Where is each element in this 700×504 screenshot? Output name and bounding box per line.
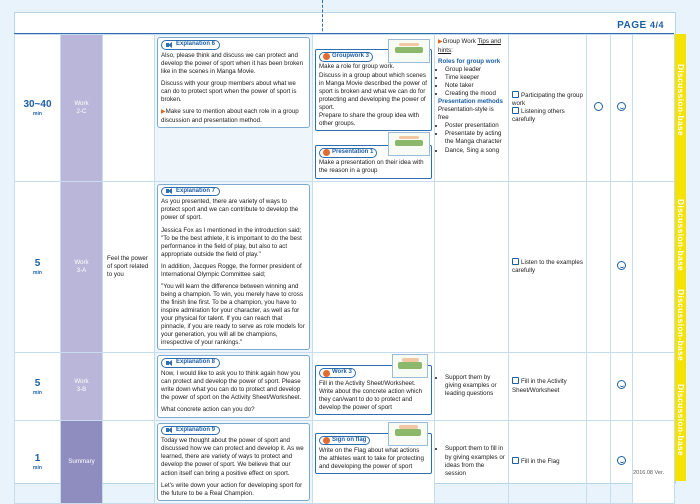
groupwork-header	[319, 52, 373, 62]
explanation-note-text: Make sure to mention about each role in a group discussion and presentation method.	[161, 108, 299, 124]
aim-cell: Feel the power of sport related to you	[103, 181, 155, 353]
group-icon	[323, 53, 330, 60]
side-label-4: Discussion-base	[676, 383, 686, 457]
list-item: • Creating the mood	[445, 90, 505, 98]
eval-text: Listen to the examples carefully	[512, 258, 583, 275]
list-item: • Note taker	[445, 82, 505, 90]
version-label: 2016.08 Ver.	[633, 470, 664, 476]
mark-cell	[611, 353, 633, 420]
list-item: • Dance, Sing a song	[445, 147, 505, 155]
aim-cell	[103, 35, 155, 182]
stage-label: Work 3-B	[74, 378, 89, 394]
explanation-title: Explanation 6	[176, 41, 216, 47]
aim-cell	[103, 420, 155, 503]
evaluation-cell	[509, 181, 587, 353]
mark-cell	[587, 420, 611, 503]
support-cell	[435, 420, 509, 503]
mark-cell	[611, 181, 633, 353]
eval-item	[512, 259, 583, 275]
support-cell	[435, 353, 509, 420]
explanation-text: "You will learn the difference between winning and being a champion. To win, you merely have to cross the finish line first. To be a champion, you have to inspire admiration for your character, as well as for your physical for talent. If you can reach that pinnacle, if you are ready to serve as role models for your generation, you will all be champions, irrespective of your rankings."	[161, 282, 305, 347]
work-title: Work 3	[332, 369, 352, 376]
time-cell	[15, 35, 61, 182]
explanation-text: Let's write down your action for developing sport for the future to be a Real Champion.	[161, 481, 303, 497]
time-cell	[15, 420, 61, 503]
side-label-2: Discussion-base	[676, 198, 686, 272]
eval-item	[512, 378, 583, 394]
flag-illustration-icon	[388, 422, 428, 446]
time-unit: min	[33, 111, 42, 118]
check-icon	[512, 91, 519, 98]
explanation-text: What concrete action can you do?	[161, 406, 255, 414]
table-row	[15, 35, 675, 182]
page-label-text: PAGE	[617, 20, 647, 31]
stage-cell	[61, 35, 103, 182]
eval-text: Listening others carefully	[512, 107, 565, 123]
empty-cell	[633, 35, 675, 182]
student-cell	[313, 353, 435, 420]
eval-item	[512, 92, 583, 108]
list-item: • Support them to fill in by giving examples or ideas from the session	[445, 445, 505, 477]
student-cell	[313, 35, 435, 182]
explanation-text: As you presented, there are variety of ways to protect sport and we can contribute to develop the power of sport.	[161, 198, 299, 222]
person-icon	[323, 149, 330, 156]
teacher-cell	[155, 181, 313, 353]
explanation-header	[161, 358, 220, 368]
circle-icon	[594, 102, 603, 111]
roles-list	[438, 66, 505, 98]
work-box	[315, 365, 432, 415]
aim-cell	[103, 353, 155, 420]
stage-cell	[61, 181, 103, 353]
page-den: 4	[658, 20, 664, 30]
roles-heading: Roles for group work	[438, 57, 501, 65]
writing-illustration-icon	[392, 354, 428, 378]
teacher-cell	[155, 353, 313, 420]
list-item: • Poster presentation	[445, 122, 505, 130]
tips-link[interactable]: Tips and hints	[438, 38, 501, 54]
eval-item	[512, 458, 583, 466]
lesson-plan-table	[14, 34, 675, 504]
student-cell	[313, 181, 435, 353]
check-icon	[512, 107, 519, 114]
time-cell	[15, 181, 61, 353]
table-row	[15, 181, 675, 353]
evaluation-cell	[509, 420, 587, 503]
eval-text: Fill in the Activity Sheet/Worksheet	[512, 378, 567, 394]
group-illustration-icon	[388, 39, 430, 63]
check-icon	[512, 457, 519, 464]
student-cell	[313, 420, 435, 503]
speaker-icon	[166, 42, 173, 48]
teacher-cell	[155, 35, 313, 182]
speaker-icon	[166, 360, 173, 366]
speaker-icon	[166, 188, 173, 194]
empty-cell	[633, 181, 675, 353]
mark-cell	[611, 420, 633, 503]
eval-text: Participating the group work	[512, 91, 583, 107]
presentation-text: Make a presentation on their idea with the reason in a group	[319, 159, 424, 175]
explanation-text: Also, please think and discuss we can protect and develop the power of sport when it has been broken like in the scenes in Manga Movie.	[161, 51, 304, 75]
page-number: PAGE 4/4	[617, 20, 664, 31]
triangle-icon: ▶	[161, 109, 166, 116]
time-unit: min	[33, 464, 42, 471]
methods-list	[438, 122, 505, 154]
methods-heading: Presentation methods	[438, 98, 503, 106]
explanation-text: Today we thought about the power of sport and discussed how we can protect and develop it. As we learned, there are variety of ways to protect and develop the power of sport. We believe that our action itself can bring a positive effect on sport.	[161, 437, 304, 477]
check-icon	[512, 377, 519, 384]
presentation-title: Presentation 1	[332, 148, 374, 155]
explanation-text: Now, I would like to ask you to think again how you can protect and develop the power of sport. Please write down what you can do to protect and develop the power of sport on the Activity Sheet/Worksheet.	[161, 370, 302, 402]
side-label-3: Discussion-base	[676, 288, 686, 362]
triangle-icon: ▶	[438, 39, 443, 45]
mark-cell	[611, 35, 633, 182]
support-cell	[435, 181, 509, 353]
person-icon	[323, 370, 330, 377]
time-value: 5	[34, 377, 41, 389]
support-list	[438, 445, 505, 477]
table-row	[15, 353, 675, 420]
stage-label: Work 3-A	[74, 258, 89, 274]
smile-icon	[617, 261, 626, 270]
explanation-title: Explanation 9	[176, 426, 216, 433]
time-value: 5	[34, 258, 41, 270]
explanation-note	[161, 108, 306, 125]
stage-label: Summary	[68, 457, 95, 465]
time-unit: min	[33, 270, 42, 277]
smile-icon	[617, 380, 626, 389]
presentation-illustration-icon	[388, 132, 430, 156]
explanation-text: In addition, Jacques Rogge, the former president of International Olympic Committee said;	[161, 262, 302, 278]
mark-cell	[587, 35, 611, 182]
speaker-icon	[166, 427, 173, 433]
time-unit: min	[33, 389, 42, 396]
groupwork-box	[315, 49, 432, 131]
stage-label: Work 2-C	[74, 99, 89, 115]
explanation-box	[157, 184, 310, 351]
evaluation-cell	[509, 353, 587, 420]
sign-flag-text: Write on the Flag about what actions the athletes want to take for protecting and developing the power of sport	[319, 446, 424, 471]
time-value: 1	[34, 452, 41, 464]
work-header	[319, 368, 356, 378]
empty-cell	[633, 353, 675, 420]
explanation-title: Explanation 7	[176, 187, 216, 194]
explanation-text: Discuss with your group members about what we can do to protect sport when the power of sport is broken.	[161, 79, 297, 104]
groupwork-text: Make a role for group work. Discuss in a group about which scenes in Manga Movie described the power of sport is broken and what we can do for protecting and developing the power of sport. Prepare to share the group idea with other groups.	[319, 63, 427, 127]
explanation-header	[161, 40, 220, 50]
support-cell	[435, 35, 509, 182]
explanation-header	[161, 187, 220, 197]
table-row	[15, 420, 675, 503]
time-cell	[15, 353, 61, 420]
teacher-cell	[155, 420, 313, 503]
eval-item	[512, 108, 583, 124]
empty-cell	[633, 420, 675, 503]
list-item: • Presentate by acting the Manga character	[445, 130, 505, 146]
smile-icon	[617, 102, 626, 111]
explanation-text: Jessica Fox as I mentioned in the introduction said; "To be the best athlete, it is important to do the best performance in the field of play, but also to act appropriate outside the field of play."	[161, 226, 302, 258]
sign-flag-box	[315, 433, 432, 475]
list-item: • Time keeper	[445, 74, 505, 82]
support-intro: ▶Group Work Tips and hints:	[438, 38, 501, 54]
explanation-box	[157, 423, 310, 501]
work-text: Fill in the Activity Sheet/Worksheet. Write about the concrete action which they can/want to do to protect and develop the power of sport	[319, 379, 423, 412]
list-item: • Group leader	[445, 66, 505, 74]
sign-flag-title: Sign on flag	[332, 436, 367, 443]
page-num: 4	[649, 20, 656, 30]
sign-flag-header	[319, 436, 370, 446]
list-item: • Support them by giving examples or leading questions	[445, 374, 505, 398]
presentation-header	[319, 148, 377, 158]
dashed-pointer	[322, 0, 323, 36]
time-value: 30~40	[23, 99, 52, 111]
explanation-title: Explanation 8	[176, 359, 216, 366]
stage-cell	[61, 353, 103, 420]
mark-cell	[587, 353, 611, 420]
groupwork-title: Groupwork 3	[332, 53, 370, 59]
explanation-header	[161, 426, 220, 436]
stage-cell	[61, 420, 103, 503]
explanation-box	[157, 37, 310, 128]
side-label-1: Discussion-base	[676, 63, 686, 137]
check-icon	[512, 258, 519, 265]
eval-text: Fill in the Flag	[521, 457, 560, 465]
mark-cell	[587, 181, 611, 353]
person-icon	[323, 437, 330, 444]
methods-intro: Presentation-style is free	[438, 106, 494, 122]
smile-icon	[617, 456, 626, 465]
support-intro-text: Group Work	[442, 38, 476, 45]
support-list	[438, 374, 505, 398]
evaluation-cell	[509, 35, 587, 182]
explanation-box	[157, 355, 310, 417]
presentation-box	[315, 145, 432, 179]
